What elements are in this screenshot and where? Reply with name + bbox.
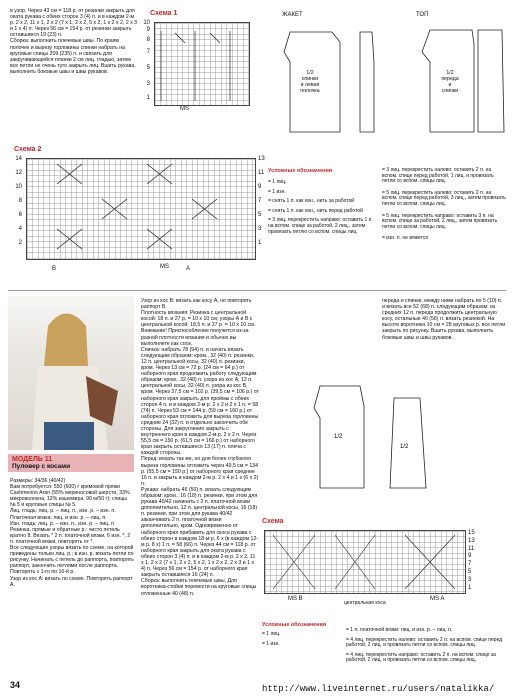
- row-label: 11: [258, 170, 265, 176]
- legend-item: = 4 лиц. перекрестить налево: оставить 2 п. на вспом. спице перед работой, 2 лиц. и провязать петли со вспом. спицы лиц.: [346, 636, 503, 649]
- legend-item: = 1 п. платочной вязки: лиц. и изн. р. – лиц. п.: [346, 627, 453, 633]
- scheme1-title: Схема 1: [150, 10, 178, 17]
- row-label: 7: [146, 49, 150, 55]
- col2-text: Узор из кос В: вязать как косу А, но повторять раппорт В. Плотность вязания: Резинка с центральной косой: 18 п. и 27 р. = 10 х 10 см; узоры А и В с центральной косой: 18,5 п. и 27 р. = 10 х 10 см. Внимание! Приспособление получится из-за разной плотности вязания и обычно вы выполняете как сосе. Спинка: набрать 78 (94) п. и начать вязать следующим образом: кром., 32 (40) п. резинки, 12 п. центральной косы, 32 (40) п. резинки, кром. Через 13 см = 72 р. (24 см = 64 р.) от наборного края продолжить работу следующим образом: кром., 32 (40) п. узора из кос А, 12 п. центральной косы, 32 (40) п. узора из кос В, кром. Через 37,5 см = 102 р. (39,5 см = 106 р.) от наборного края закрыть для проймы с обеих сторон 4 п. и в каждом 2-м р. 2 х 2 и 2 х 1 п. = 58 (74) п. Через 53 см = 144 р. (59 см = 160 р.) от наборного края отложить для выреза горловины средние 24 (32) п. и отдельно закончить обе стороны. Для закругления закрыть с внутреннего края в каждом 2-м р. 2 х 2 п. Через 55,5 см = 150 р. (61,5 см = 166 р.) от наборного края закрыть оставшиеся 13 (17) п. плеча с каждой стороны. Перед: вязать так же, но для более глубокого выреза горловины отложить через 49,5 см = 134 р. (55,5 см = 150 р.) от наборного края средние 16 п. и закрыть в каждом 2-м р. 2 х 4 и 1 х (6 х 2) п. Рукава: набрать 46 (50) п. вязать следующим образом: кром., 16 (18) п. резинки, при этом для рукава 40/42 начинать с 2 п. платочной вязки дополнительно, 12 п. центральной косы, 16 (18) п. резинки, при этом для рукава 40/42 заканчивать 2 п. платочной вязки дополнительно, кром. Одновременно от наборного края прибавить для скоса рукава с обеих сторон в каждом 18-м р. 6 х (в каждом 12-м р. 8 х) 1 п. = 58 (66) п. Через 44 см = 118 р. от наборного края закрыть для оката рукава с обеих сторон 3 (4) п. и в каждом 2-м р. 2 х 2, 11 х 1, 2 х 2 (7 х 1, 2 х 2, 5 х 2, 1 х 2 х 2, 2 х 3 и 1 х 4) п. Через 56 см = 154 р. от наборного края закрыть оставшиеся 16 (24) п. Сборка: выполнить плечевые швы. Для воротника-стойки перевести на круговые спицы отложенные 40 (48) п.: [141, 298, 259, 597]
- scheme2-row-labels-right: [258, 156, 268, 247]
- row-label: 7: [468, 561, 472, 568]
- model-header-band: [8, 454, 134, 472]
- row-label: 12: [15, 170, 22, 176]
- legend-item: = 5 лиц. перекрестить налево: оставить 2 п. на вспом. спице перед работой, 3 лиц., затем провязать петли со вспом. спицы лиц.: [382, 189, 506, 207]
- row-label: 4: [18, 226, 22, 232]
- row-label: 5: [258, 212, 262, 218]
- pullover-front-label: 1/2: [334, 434, 343, 440]
- scheme1-ms: MS: [180, 106, 189, 112]
- scheme-bottom-row-labels: [468, 530, 478, 592]
- legend-item: = 5 лиц. перекрестить направо: оставить 3 п. на вспом. спице за работой, 2 лиц., затем провязать петли со вспом. спицы лиц.: [382, 212, 498, 230]
- legend-bottom-right-list: [346, 628, 508, 664]
- model-number: МОДЕЛЬ 11: [12, 456, 53, 463]
- row-label: 1: [468, 584, 472, 591]
- legend-item: = снять 1 п. как изн., нить за работой: [268, 198, 355, 205]
- legend-bottom-title: Условные обозначения: [262, 622, 327, 628]
- row-label: 14: [15, 156, 22, 162]
- row-label: 1: [146, 95, 150, 101]
- top-piece-label: 1/2 переда и спинки: [441, 70, 459, 95]
- legend-item: = 1 изн.: [262, 640, 280, 647]
- row-label: 9: [258, 184, 262, 190]
- row-label: 3: [146, 81, 150, 87]
- row-label: 9: [468, 553, 472, 560]
- legend-item: = 4 лиц. перекрестить направо: оставить 2 п. на вспом. спице за работой, 2 лиц. и провязать петли со вспом. спицы лиц.: [346, 651, 496, 664]
- row-label: 3: [258, 226, 262, 232]
- divider: [8, 290, 506, 291]
- source-url: http://www.liveinternet.ru/users/natalikka/: [262, 684, 495, 694]
- scheme-bottom-central: центральная коса: [344, 600, 386, 606]
- legend-item: = 3 лиц. перекрестить направо: оставить 1 п. на вспом. спице за работой, 2 лиц., затем провязать петлю со вспом. спицы лиц.: [268, 217, 373, 235]
- model-figure: [8, 296, 134, 450]
- row-label: 6: [18, 212, 22, 218]
- legend-item: = 1 изн.: [268, 188, 286, 195]
- legend-item: = снять 1 п. как изн., нить перед работой: [268, 207, 363, 214]
- scheme2-b-label: B: [52, 266, 57, 272]
- row-label: 5: [468, 568, 472, 575]
- legend-bottom-list: [262, 632, 342, 647]
- row-label: 7: [258, 198, 262, 204]
- row-label: 8: [18, 198, 22, 204]
- scheme2-title: Схема 2: [14, 146, 42, 153]
- legend-item: = 3 лиц. перекрестить налево: оставить 2 п. на вспом. спице перед работой, 1 лиц. и провязать петли со вспом. спицы лиц.: [382, 167, 494, 185]
- row-label: 8: [146, 37, 150, 43]
- row-label: 3: [468, 576, 472, 583]
- scheme-bottom-grid: [264, 530, 466, 594]
- top-left-text: в узор. Через 43 см = 118 р. от резинки закрыть для оката рукава с обеих сторон 3 (4) п. и в каждом 2-м р. 2 х 2, 11 х 1, 2 х 2 (7 х 1, 2 х 2, 5 х 2, 1 х 2 х 2, 2 х 3 и 1 х 4) п. Через 56 см = 154 р. от резинки закрыть оставшиеся 19 (23) п. Сборка: выполнить плечевые швы. По краям полочек и вырезу горловины спинки набрать на круговые спицы 209 (235) п. и связать для закручивающейся планки 2 см лиц. гладью, затем все петли не очень туго закрыть лиц. Вшить рукава, выполнить боковые швы и швы рукавов.: [10, 8, 138, 75]
- row-label: 2: [18, 240, 22, 246]
- row-label: 1: [258, 240, 262, 246]
- jacket-label: ЖАКЕТ: [282, 12, 303, 18]
- scheme-bottom-msb: MS B: [288, 596, 303, 602]
- jacket-piece-label: 1/2 спинки и левая полочка: [300, 70, 320, 95]
- top-label: ТОП: [416, 12, 429, 18]
- row-label: 9: [146, 27, 150, 33]
- row-label: 10: [143, 20, 150, 26]
- legend-item: = изн. п. не вяжется: [382, 235, 429, 242]
- scheme1-grid: [154, 22, 250, 106]
- scheme2-a-label: A: [186, 266, 191, 272]
- scheme2-grid: [26, 158, 256, 260]
- scheme2-symbols: [27, 159, 255, 259]
- col1-text: Размеры: 34/36 (40/42) Вам потребуется: 550 (600) г кремовой пряжи Cashmerino Aran (55% мериносовой шерсти, 33% микроволокна, 12% кашемира, 90 м/50 г); спицы № 5 и круговые спицы № 5. Лиц. гладь: лиц. р. – лиц. п., изн. р. – изн. п. Платочная вязка: лиц. и изн. р. – лиц. п. Изн. гладь: лиц. р. – изн. п., изн. р. – лиц. п. Резинка, прямые и обратные р.: чисто петель кратно 8. Вязать * 2 п. платочной вязки, 6 изн. *, 2 п. платочной вязки, повторять от *. Все следующие узоры вязать по схеме, на которой приведены только лиц. р.; в изн. р. вязать петли по рисунку. Начинать с петель до раппорта, повторять раппорт, закончить петлями после раппорта. Повторять с 1-го по 16-й р. Узор из кос А: вязать по схеме. Повторять раппорт А.: [10, 478, 134, 588]
- row-label: 13: [258, 156, 265, 162]
- scheme2-ms-label: MS: [160, 264, 169, 270]
- scheme-bottom-msa: MS A: [430, 596, 445, 602]
- row-label: 5: [146, 65, 150, 71]
- legend-top-right-list: [382, 168, 506, 242]
- row-label: 15: [468, 530, 475, 536]
- legend-item: = 1 лиц.: [268, 179, 287, 185]
- row-label: 13: [468, 537, 475, 544]
- scheme1-symbols: [155, 23, 249, 105]
- col4-text: переда и спинки, между ними набрать по 5 (10) п. и вязать все 52 (68) п. следующим образом: из средних 12 п. переда продолжить центральную косу, остальные 40 (56) п. вязать резинкой. На высоте воротника 10 см = 28 круговых р. все петли закрыть по рисунку. Вшить рукава, выполнить боковые швы и швы рукавов.: [382, 298, 506, 341]
- legend-top-title: Условные обозначения: [268, 168, 333, 174]
- pullover-schemes: [300, 378, 500, 500]
- row-label: 10: [15, 184, 22, 190]
- legend-top-list: [268, 180, 376, 235]
- scheme-bottom-title: Схема: [262, 518, 284, 525]
- model-title: Пуловер с косами: [12, 463, 71, 470]
- sleeve-label: 1/2: [400, 444, 409, 450]
- scheme-bottom-symbols: [265, 531, 465, 593]
- row-label: 11: [468, 545, 475, 552]
- page-number: 34: [10, 680, 21, 690]
- legend-item: = 1 лиц.: [262, 631, 281, 637]
- scheme1-row-labels: [140, 20, 152, 102]
- model-photo: [8, 296, 134, 450]
- scheme2-row-labels-left: [12, 156, 22, 247]
